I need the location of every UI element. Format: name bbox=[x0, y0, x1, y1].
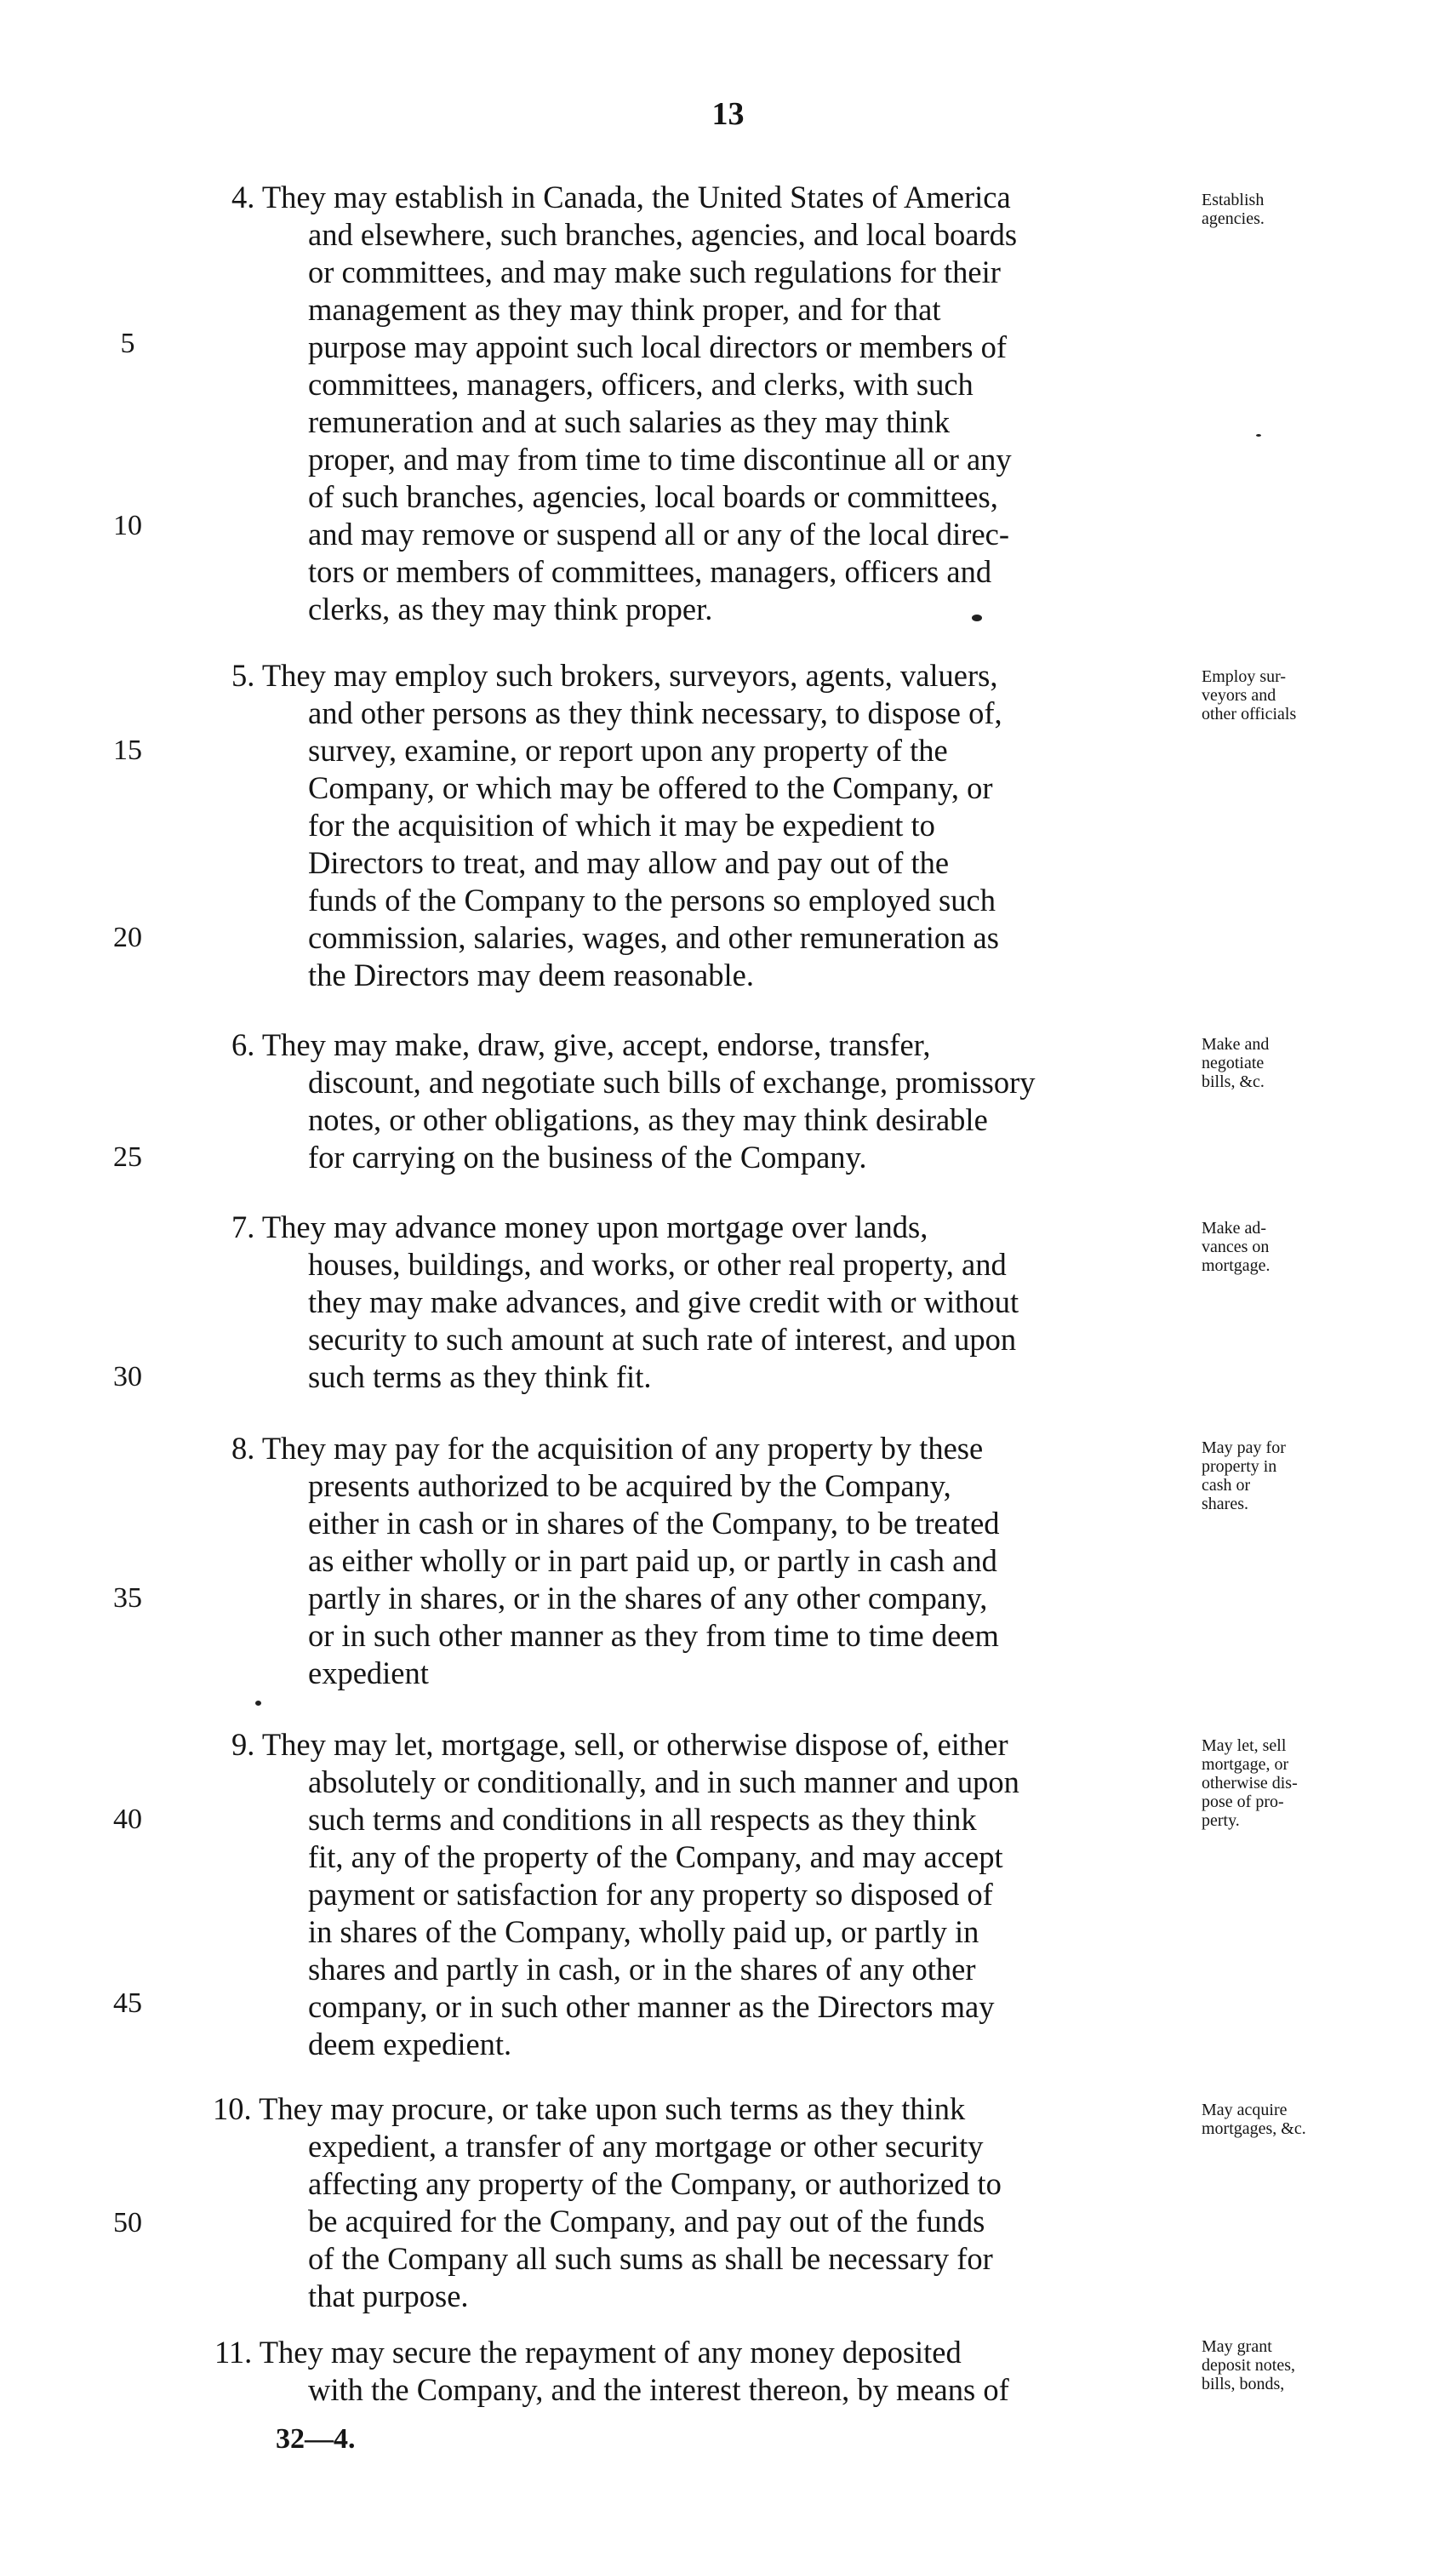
line-number: 35 bbox=[113, 1582, 142, 1614]
paragraph-line: or in such other manner as they from time to time deem bbox=[308, 1618, 999, 1653]
paragraph-line: tors or members of committees, managers, officers and bbox=[308, 554, 992, 589]
paragraph-line: shares and partly in cash, or in the shares of any other bbox=[308, 1952, 976, 1987]
paragraph-line: Company, or which may be offered to the Company, or bbox=[308, 770, 993, 805]
paragraph-line: proper, and may from time to time discontinue all or any bbox=[308, 442, 1012, 477]
margin-note: May let, sell mortgage, or otherwise dis- pose of pro- perty. bbox=[1202, 1736, 1298, 1830]
paragraph-line: for carrying on the business of the Company. bbox=[308, 1140, 867, 1175]
paragraph-line: houses, buildings, and works, or other real property, and bbox=[308, 1247, 1007, 1282]
paragraph-line: discount, and negotiate such bills of exchange, promissory bbox=[308, 1065, 1036, 1100]
paragraph-line: They may establish in Canada, the United States of America bbox=[261, 180, 1011, 214]
paragraph-line: with the Company, and the interest thereon, by means of bbox=[308, 2372, 1009, 2407]
line-number: 45 bbox=[113, 1987, 142, 2019]
paragraph-number: 10. bbox=[213, 2091, 252, 2126]
paragraph-number: 8. bbox=[231, 1431, 255, 1466]
paragraph-line: for the acquisition of which it may be expedient to bbox=[308, 808, 935, 843]
paragraph-number: 11. bbox=[214, 2335, 253, 2370]
paragraph-line: funds of the Company to the persons so employed such bbox=[308, 883, 996, 918]
paragraph-line: remuneration and at such salaries as they may think bbox=[308, 404, 951, 439]
paragraph-line: of such branches, agencies, local boards or committees, bbox=[308, 479, 998, 514]
paragraph-line: the Directors may deem reasonable. bbox=[308, 958, 754, 992]
paragraph-line: absolutely or conditionally, and in such manner and upon bbox=[308, 1764, 1019, 1799]
line-number: 50 bbox=[113, 2207, 142, 2239]
paragraph-line: of the Company all such sums as shall be necessary for bbox=[308, 2241, 993, 2276]
paragraph-line: clerks, as they may think proper. bbox=[308, 592, 713, 626]
margin-note: Establish agencies. bbox=[1202, 191, 1265, 228]
paragraph-line: that purpose. bbox=[308, 2279, 469, 2313]
ink-smudge bbox=[255, 1701, 261, 1706]
paragraph-number: 7. bbox=[231, 1209, 255, 1244]
margin-note: Make and negotiate bills, &c. bbox=[1202, 1035, 1270, 1091]
line-number: 25 bbox=[113, 1141, 142, 1173]
line-number: 20 bbox=[113, 922, 142, 953]
paragraph-line: affecting any property of the Company, or authorized to bbox=[308, 2166, 1002, 2201]
line-number: 15 bbox=[113, 735, 142, 766]
paragraph-line: and may remove or suspend all or any of the local direc- bbox=[308, 517, 1009, 552]
paragraph-line: They may pay for the acquisition of any property by these bbox=[261, 1431, 984, 1466]
ink-smudge bbox=[972, 615, 982, 621]
paragraph-line: commission, salaries, wages, and other remuneration as bbox=[308, 920, 999, 955]
paragraph-line: company, or in such other manner as the Directors may bbox=[308, 1989, 995, 2024]
paragraph-line: They may advance money upon mortgage over lands, bbox=[261, 1209, 928, 1244]
paragraph-line: and other persons as they think necessary, to dispose of, bbox=[308, 695, 1002, 730]
paragraph-line: and elsewhere, such branches, agencies, and local boards bbox=[308, 217, 1018, 252]
line-number: 30 bbox=[113, 1361, 142, 1392]
ink-smudge bbox=[1256, 434, 1261, 437]
margin-note: May grant deposit notes, bills, bonds, bbox=[1202, 2337, 1295, 2393]
paragraph-line: such terms and conditions in all respects as they think bbox=[308, 1802, 977, 1837]
paragraph-line: They may make, draw, give, accept, endorse, transfer, bbox=[261, 1027, 931, 1062]
paragraph-line: as either wholly or in part paid up, or partly in cash and bbox=[308, 1543, 997, 1578]
line-number: 5 bbox=[120, 328, 135, 359]
margin-note: Make ad- vances on mortgage. bbox=[1202, 1219, 1270, 1275]
paragraph-line: They may secure the repayment of any money deposited bbox=[259, 2335, 962, 2370]
line-number: 40 bbox=[113, 1804, 142, 1835]
paragraph-line: They may procure, or take upon such terms as they think bbox=[259, 2091, 966, 2126]
paragraph-line: payment or satisfaction for any property so disposed of bbox=[308, 1877, 993, 1912]
paragraph-line: survey, examine, or report upon any property of the bbox=[308, 733, 948, 768]
paragraph-line: security to such amount at such rate of interest, and upon bbox=[308, 1322, 1017, 1357]
paragraph-line: expedient bbox=[308, 1655, 429, 1690]
paragraph-number: 4. bbox=[231, 180, 255, 214]
paragraph-line: deem expedient. bbox=[308, 2027, 512, 2061]
paragraph-line: either in cash or in shares of the Company, to be treated bbox=[308, 1506, 1000, 1541]
paragraph-line: purpose may appoint such local directors or members of bbox=[308, 329, 1008, 364]
paragraph-line: or committees, and may make such regulations for their bbox=[308, 254, 1001, 289]
signature-mark: 32—4. bbox=[276, 2423, 356, 2455]
paragraph-line: committees, managers, officers, and clerks, with such bbox=[308, 367, 974, 402]
margin-note: May pay for property in cash or shares. bbox=[1202, 1438, 1286, 1513]
margin-note: May acquire mortgages, &c. bbox=[1202, 2101, 1306, 2138]
paragraph-line: such terms as they think fit. bbox=[308, 1359, 652, 1394]
paragraph-number: 6. bbox=[231, 1027, 255, 1062]
line-number: 10 bbox=[113, 510, 142, 541]
paragraph-line: expedient, a transfer of any mortgage or other security bbox=[308, 2129, 984, 2164]
paragraph-line: They may let, mortgage, sell, or otherwise dispose of, either bbox=[261, 1727, 1008, 1762]
paragraph-line: presents authorized to be acquired by the Company, bbox=[308, 1468, 951, 1503]
paragraph-line: in shares of the Company, wholly paid up, or partly in bbox=[308, 1914, 979, 1949]
paragraph-number: 5. bbox=[231, 658, 255, 693]
paragraph-line: Directors to treat, and may allow and pay out of the bbox=[308, 845, 950, 880]
paragraph-line: they may make advances, and give credit with or without bbox=[308, 1284, 1019, 1319]
paragraph-line: fit, any of the property of the Company, and may accept bbox=[308, 1839, 1003, 1874]
paragraph-number: 9. bbox=[231, 1727, 255, 1762]
paragraph-line: They may employ such brokers, surveyors, agents, valuers, bbox=[261, 658, 998, 693]
paragraph-line: notes, or other obligations, as they may think desirable bbox=[308, 1102, 988, 1137]
paragraph-line: management as they may think proper, and for that bbox=[308, 292, 941, 327]
paragraph-line: partly in shares, or in the shares of any other company, bbox=[308, 1581, 988, 1615]
margin-note: Employ sur- veyors and other officials bbox=[1202, 667, 1297, 723]
page-number: 13 bbox=[711, 96, 745, 132]
paragraph-line: be acquired for the Company, and pay out of the funds bbox=[308, 2204, 985, 2239]
